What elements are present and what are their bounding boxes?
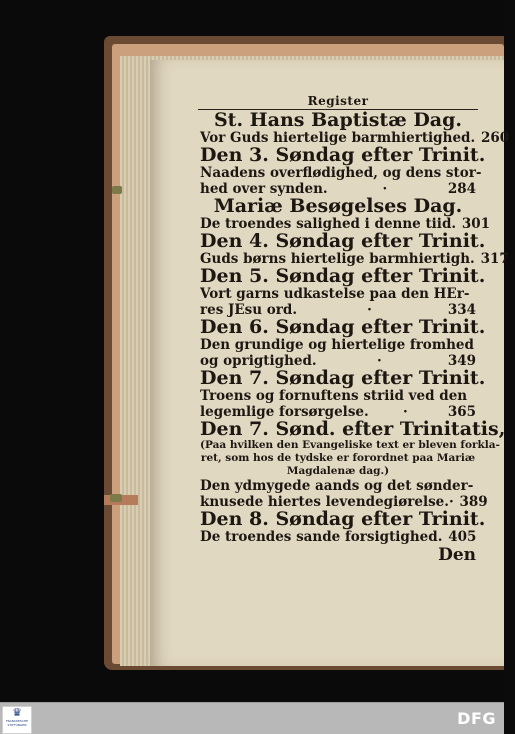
entry-title: Den 3. Søndag efter Trinit.	[200, 144, 486, 166]
page-number: 317	[480, 251, 509, 267]
entry-title: Den 5. Søndag efter Trinit.	[200, 265, 486, 287]
page-number	[469, 286, 503, 302]
crown-icon: ♛	[12, 706, 22, 719]
entry-note: Magdalenæ dag.)	[286, 465, 390, 477]
entry-line	[200, 286, 476, 302]
entry-title: Den 4. Søndag efter Trinit.	[200, 230, 486, 252]
clasp-top	[112, 186, 122, 194]
page-number: 260	[480, 130, 510, 146]
entry-text: Naadens overflødighed, og dens stor-	[200, 165, 482, 181]
leader-dot: ·	[367, 302, 372, 318]
page-text	[200, 94, 510, 565]
catchword: Den	[438, 545, 476, 565]
entry-title: Den 6. Søndag efter Trinit.	[200, 316, 486, 338]
page-number: 365	[447, 404, 476, 420]
entry-note: ret, som hos de tydske er forordnet paa Mariæ	[200, 452, 476, 464]
entry-title: Den 7. Sønd. efter Trinitatis,	[200, 418, 506, 440]
page-number	[473, 478, 507, 494]
institution-logo[interactable]	[2, 706, 32, 734]
entry-line	[200, 337, 476, 353]
entry-text: Den ydmygede aands og det sønder-	[200, 478, 474, 494]
entry-line	[200, 388, 476, 404]
entry-text: og oprigtighed.	[200, 353, 317, 369]
entry-text: De troendes salighed i denne tiid.	[200, 216, 457, 232]
entry-title: Den 8. Søndag efter Trinit.	[200, 508, 486, 530]
entry-line	[200, 478, 476, 494]
entry-line	[200, 529, 476, 545]
leader-dot: ·	[448, 494, 454, 510]
logo-text: FRANCKESCHE STIFTUNGEN	[5, 719, 29, 727]
leader-dot: ·	[382, 181, 388, 197]
leader-dot: ·	[376, 353, 382, 369]
dfg-logo[interactable]: DFG	[457, 709, 496, 728]
entry-text: hed over synden.	[200, 181, 328, 197]
page-number: 349	[447, 353, 476, 369]
entry-note: (Paa hvilken den Evangeliske text er bleven forkla-	[200, 439, 500, 451]
entry-text: De troendes sande forsigtighed.	[200, 529, 443, 545]
page-number	[474, 337, 508, 353]
entry-text: res JEsu ord.	[200, 302, 298, 318]
page-number: 284	[447, 181, 476, 197]
page-number: 389	[459, 494, 488, 510]
entry-title: St. Hans Baptistæ Dag.	[213, 109, 463, 131]
entry-line	[200, 165, 482, 181]
entry-text: legemlige forsørgelse.	[200, 404, 369, 420]
running-header: Register	[198, 94, 478, 110]
entry-text: Guds børns hiertelige barmhiertigh.	[200, 251, 475, 267]
entry-title: Mariæ Besøgelses Dag.	[213, 195, 463, 217]
page-number: 301	[461, 216, 491, 232]
entry-text: knusede hiertes levendegiørelse.	[200, 494, 449, 510]
entry-text: Troens og fornuftens striid ved den	[200, 388, 468, 404]
leader-dot: ·	[403, 404, 408, 420]
viewer-footer	[0, 702, 504, 734]
page-number	[467, 388, 501, 404]
page-number	[481, 165, 515, 181]
entry-text: Den grundige og hiertelige fromhed	[200, 337, 474, 353]
page-number: 405	[448, 529, 477, 545]
entry-text: Vor Guds hiertelige barmhiertighed.	[200, 130, 476, 146]
clasp-bottom	[110, 494, 122, 502]
register-entries	[200, 109, 510, 545]
entry-title: Den 7. Søndag efter Trinit.	[200, 367, 486, 389]
entry-text: Vort garns udkastelse paa den HEr-	[200, 286, 470, 302]
page-number: 334	[447, 302, 476, 318]
